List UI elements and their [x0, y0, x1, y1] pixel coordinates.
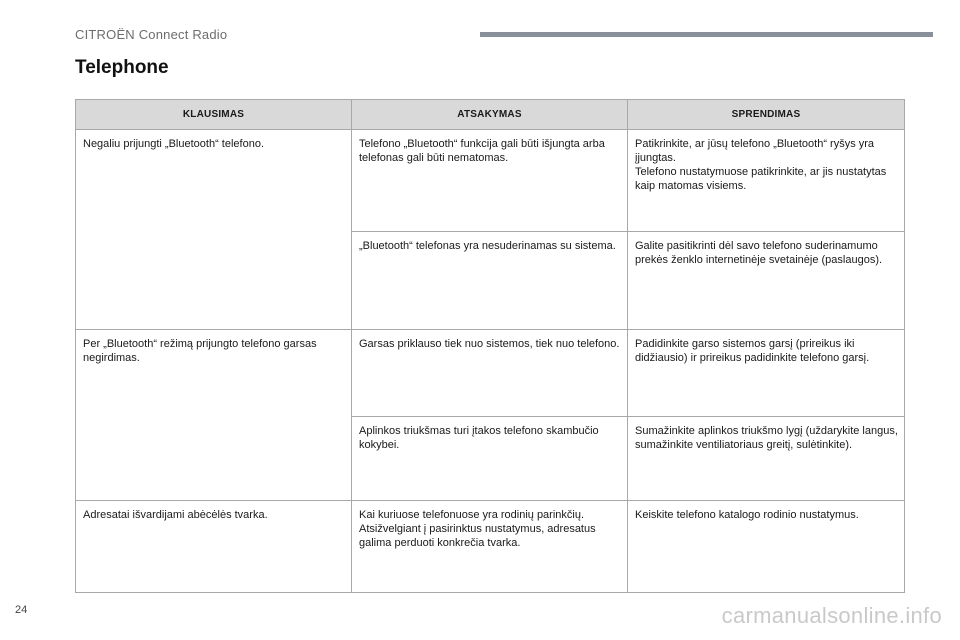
solution-line: Sumažinkite aplinkos triukšmo lygį (uždarykite langus, sumažinkite ventiliatoriaus greitį, sulėtinkite). [635, 425, 898, 451]
column-header-solution: SPRENDIMAS [628, 100, 905, 130]
solution-cell [628, 330, 905, 417]
solution-line: Galite pasitikrinti dėl savo telefono suderinamumo prekės ženklo internetinėje svetainėje (paslaugos). [635, 239, 883, 266]
solution-line: Patikrinkite, ar jūsų telefono „Bluetooth“ ryšys yra įjungtas. [635, 138, 875, 164]
section-title: Telephone [75, 57, 169, 78]
question-cell: Negaliu prijungti „Bluetooth“ telefono. [76, 130, 352, 330]
faq-table [75, 99, 905, 593]
column-header-answer: ATSAKYMAS [352, 100, 628, 130]
solution-cell [628, 231, 905, 329]
solution-cell [628, 501, 905, 593]
running-header-title: CITROËN Connect Radio [75, 27, 228, 42]
column-header-question: KLAUSIMAS [76, 100, 352, 130]
watermark-text: carmanualsonline.info [721, 603, 942, 628]
answer-cell: Kai kuriuose telefonuose yra rodinių parinkčių. Atsižvelgiant į pasirinktus nustatymus, adresatus galima perduoti konkrečia tvarka. [352, 501, 628, 593]
solution-line: Telefono nustatymuose patikrinkite, ar jis nustatytas kaip matomas visiems. [635, 166, 887, 192]
solution-cell [628, 417, 905, 501]
table-row [76, 130, 905, 232]
table-row [76, 501, 905, 593]
question-cell: Per „Bluetooth“ režimą prijungto telefono garsas negirdimas. [76, 330, 352, 501]
answer-cell: Telefono „Bluetooth“ funkcija gali būti išjungta arba telefonas gali būti nematomas. [352, 130, 628, 232]
table-row [76, 330, 905, 417]
header-divider-bar [480, 32, 933, 37]
question-cell: Adresatai išvardijami abėcėlės tvarka. [76, 501, 352, 593]
page-number: 24 [15, 604, 28, 616]
answer-cell: Aplinkos triukšmas turi įtakos telefono skambučio kokybei. [352, 417, 628, 501]
solution-cell [628, 130, 905, 232]
answer-cell: „Bluetooth“ telefonas yra nesuderinamas su sistema. [352, 231, 628, 329]
answer-cell: Garsas priklauso tiek nuo sistemos, tiek nuo telefono. [352, 330, 628, 417]
solution-line: Keiskite telefono katalogo rodinio nustatymus. [635, 509, 859, 521]
table-header-row [76, 100, 905, 130]
solution-line: Padidinkite garso sistemos garsį (prireikus iki didžiausio) ir prireikus padidinkite telefono garsį. [635, 338, 870, 364]
